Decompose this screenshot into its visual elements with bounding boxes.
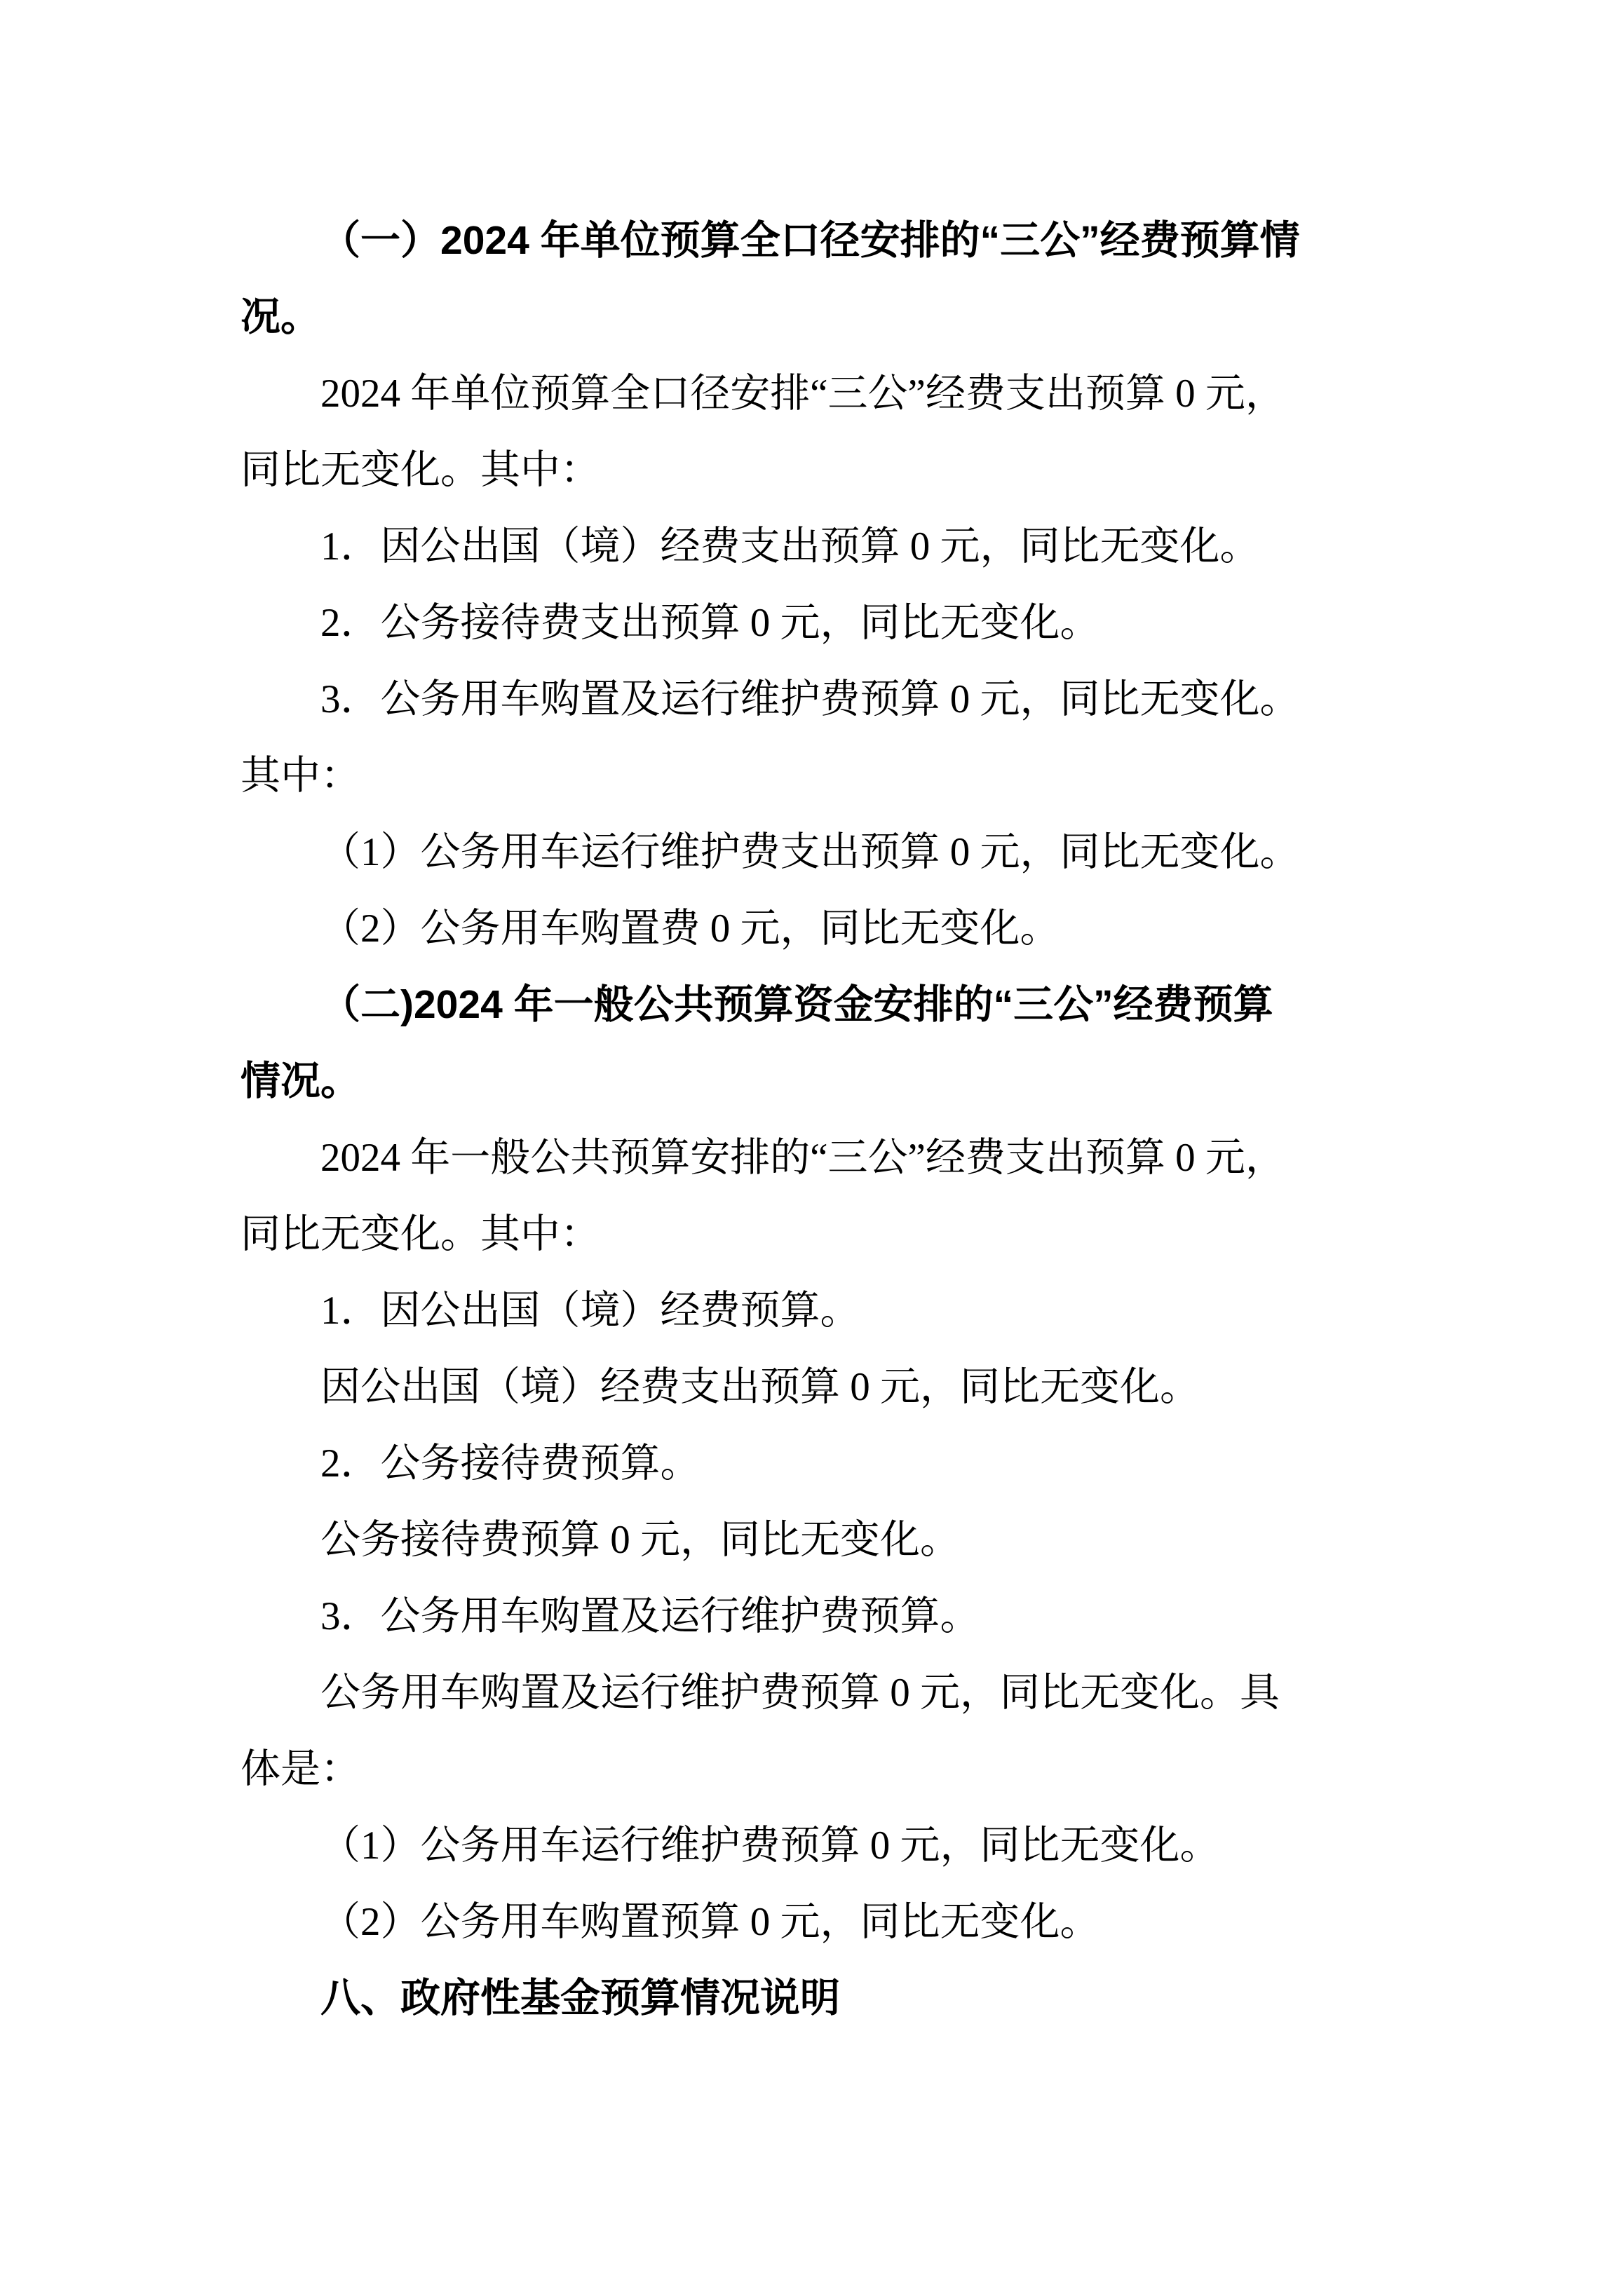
text-line: （1）公务用车运行维护费支出预算 0 元，同比无变化。 — [320, 830, 1300, 874]
text-line: 公务接待费预算 0 元，同比无变化。 — [320, 1518, 960, 1562]
document-text-block — [241, 203, 1447, 2037]
heading-line: 况。 — [241, 294, 320, 339]
text-line: 3．公务用车购置及运行维护费预算。 — [320, 1594, 980, 1638]
text-line: 2．公务接待费预算。 — [320, 1441, 701, 1486]
text-line: （2）公务用车购置预算 0 元，同比无变化。 — [320, 1900, 1100, 1944]
text-line: 1．因公出国（境）经费支出预算 0 元，同比无变化。 — [320, 524, 1260, 569]
text-line: 3．公务用车购置及运行维护费预算 0 元，同比无变化。 — [320, 677, 1300, 721]
text-line: 因公出国（境）经费支出预算 0 元，同比无变化。 — [320, 1365, 1200, 1409]
text-line: 公务用车购置及运行维护费预算 0 元，同比无变化。具 — [320, 1671, 1280, 1715]
text-line: 2．公务接待费支出预算 0 元，同比无变化。 — [320, 601, 1100, 645]
heading-line: （二)2024 年一般公共预算资金安排的“三公”经费预算 — [320, 982, 1273, 1027]
heading-line: （一）2024 年单位预算全口径安排的“三公”经费预算情 — [320, 218, 1300, 263]
text-line: 同比无变化。其中： — [241, 1212, 600, 1256]
text-line: （2）公务用车购置费 0 元，同比无变化。 — [320, 906, 1060, 951]
text-line: 2024 年单位预算全口径安排“三公”经费支出预算 0 元， — [320, 372, 1285, 416]
text-line: 1．因公出国（境）经费预算。 — [320, 1289, 860, 1333]
text-line: 同比无变化。其中： — [241, 448, 600, 492]
text-line: 体是： — [241, 1747, 360, 1791]
heading-line: 八、政府性基金预算情况说明 — [320, 1976, 840, 2020]
text-line: （1）公务用车运行维护费预算 0 元，同比无变化。 — [320, 1823, 1220, 1868]
heading-line: 情况。 — [241, 1059, 360, 1103]
text-line: 2024 年一般公共预算安排的“三公”经费支出预算 0 元， — [320, 1136, 1285, 1180]
text-line: 其中： — [241, 754, 360, 798]
